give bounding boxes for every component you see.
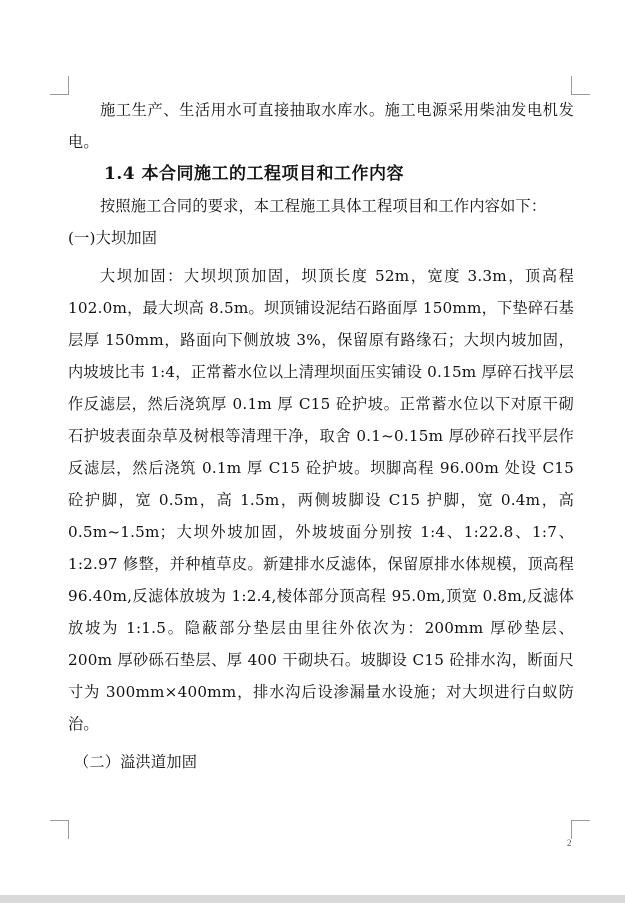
subsection-heading-dam: (一)大坝加固 [68, 229, 158, 247]
crop-mark-top-right [571, 76, 590, 95]
document-body [68, 94, 574, 778]
paragraph-intro: 施工生产、生活用水可直接抽取水库水。施工电源采用柴油发电机发电。 [68, 101, 574, 151]
crop-mark-bottom-right [571, 820, 590, 839]
crop-mark-top-left [50, 76, 69, 95]
crop-mark-bottom-left [50, 820, 69, 839]
page-bottom-edge [0, 895, 625, 903]
subsection-heading-spillway: （二）溢洪道加固 [74, 753, 198, 771]
paragraph-dam-reinforcement: 大坝加固：大坝坝顶加固，坝顶长度 52m，宽度 3.3m，顶高程 102.0m，最大坝高 8.5m。坝顶铺设泥结石路面厚 150mm，下垫碎石基层厚 150mm，路面向下侧放坡 3%，保留原有路缘石；大坝内坡加固，内坡坡比韦 1:4，正常蓄水位以上清理坝面压实铺设 0.15m 厚碎石找平层作反滤层，然后浇筑厚 0.1m 厚 C15 砼护坡。正常蓄水位以下对原干砌石护坡表面杂草及树根等清理干净，取舍 0.1~0.15m 厚砂碎石找平层作反滤层，然后浇筑 0.1m 厚 C15 砼护坡。坝脚高程 96.00m 处设 C15 砼护脚，宽 0.5m，高 1.5m，两侧坡脚设 C15 护脚，宽 0.4m，高 0.5m~1.5m；大坝外坡加固，外坡坡面分别按 1:4、1:22.8、1:7、1:2.97 修整，并种植草皮。新建排水反滤体，保留原排水体规模，顶高程 96.40m,反滤体放坡为 1:2.4,棱体部分顶高程 95.0m,顶宽 0.8m,反滤体放坡为 1:1.5。隐蔽部分垫层由里往外依次为：200mm 厚砂垫层、200m 厚砂砾石垫层、厚 400 干砌块石。坡脚设 C15 砼排水沟，断面尺寸为 300mm×400mm，排水沟后设渗漏量水设施；对大坝进行白蚁防治。 [68, 267, 574, 733]
page-number: 2 [567, 838, 572, 848]
paragraph-scope: 按照施工合同的要求，本工程施工具体工程项目和工作内容如下： [100, 197, 547, 215]
section-heading: 1.4 本合同施工的工程项目和工作内容 [104, 164, 404, 184]
